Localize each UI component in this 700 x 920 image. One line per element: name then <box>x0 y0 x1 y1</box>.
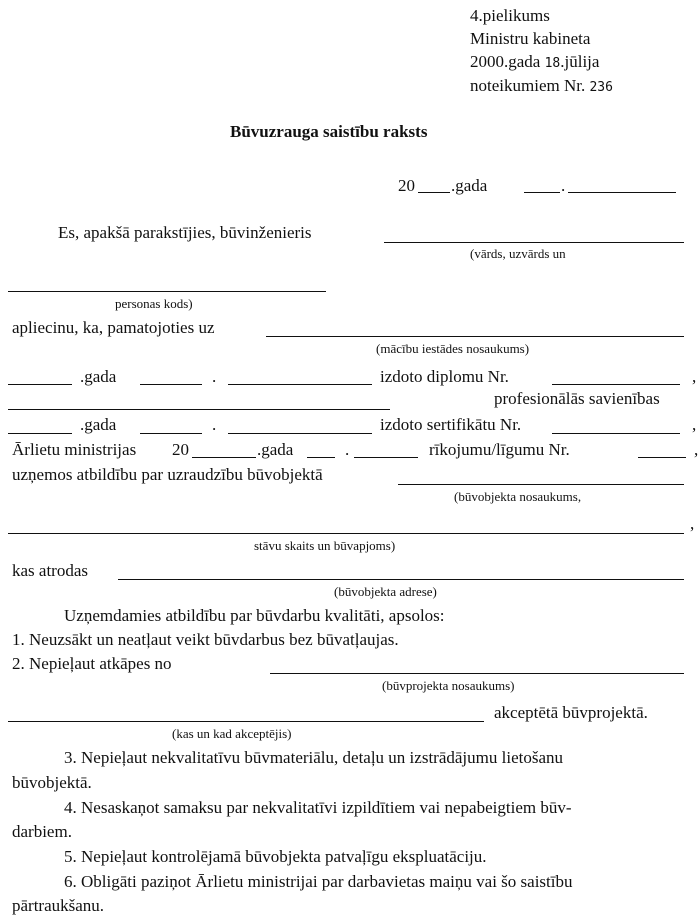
ministry-day-blank[interactable] <box>307 457 335 458</box>
date-dot: . <box>561 176 566 195</box>
diploma-comma: , <box>692 367 697 386</box>
item-4-line-1: 4. Nesaskaņot samaksu par nekvalitatīvi izpildītiem vai nepabeigtiem būv- <box>64 798 572 817</box>
intro-text: Es, apakšā parakstījies, būvinženieris <box>58 223 312 242</box>
personal-code-blank[interactable] <box>8 291 326 292</box>
diploma-number-blank[interactable] <box>552 384 680 385</box>
address-blank[interactable] <box>118 579 684 580</box>
diploma-gada: .gada <box>80 367 117 386</box>
ministry-dot: . <box>345 440 350 459</box>
annex-number: 4.pielikums <box>470 6 550 25</box>
certificate-year-blank[interactable] <box>8 433 72 434</box>
diploma-text: izdoto diplomu Nr. <box>380 367 509 386</box>
certificate-gada: .gada <box>80 415 117 434</box>
diploma-month-blank[interactable] <box>228 384 372 385</box>
union-blank[interactable] <box>8 409 390 410</box>
ministry-text: Ārlietu ministrijas <box>12 440 137 459</box>
floors-comma: , <box>690 514 695 533</box>
item-3-line-1: 3. Nepieļaut nekvalitatīvu būvmateriālu, detaļu un izstrādājumu lietošanu <box>64 748 563 767</box>
ministry-gada: .gada <box>257 440 294 459</box>
date-year-blank[interactable] <box>418 192 450 193</box>
certificate-number-blank[interactable] <box>552 433 680 434</box>
regulation-number-value: 236 <box>589 80 613 95</box>
accepted-text: akceptētā būvprojektā. <box>494 703 648 722</box>
certificate-comma: , <box>692 415 697 434</box>
diploma-dot: . <box>212 367 217 386</box>
hint-object: (būvobjekta nosaukums, <box>454 489 582 504</box>
certificate-day-blank[interactable] <box>140 433 202 434</box>
project-name-blank[interactable] <box>270 673 684 674</box>
hint-personal-code: personas kods) <box>115 296 193 311</box>
diploma-year-blank[interactable] <box>8 384 72 385</box>
item-4-line-2: darbiem. <box>12 822 72 841</box>
ministry-year-prefix: 20 <box>172 440 189 459</box>
certificate-month-blank[interactable] <box>228 433 372 434</box>
hint-project: (būvprojekta nosaukums) <box>382 678 515 693</box>
regulation-number: noteikumiem Nr. 236 <box>470 76 613 95</box>
engineer-name-blank[interactable] <box>384 242 684 243</box>
certify-text: apliecinu, ka, pamatojoties uz <box>12 318 215 337</box>
floors-blank[interactable] <box>8 533 684 534</box>
located-text: kas atrodas <box>12 561 89 580</box>
assume-text: uzņemos atbildību par uzraudzību būvobjektā <box>12 465 323 484</box>
hint-school: (mācību iestādes nosaukums) <box>376 341 530 356</box>
certificate-dot: . <box>212 415 217 434</box>
item-2: 2. Nepieļaut atkāpes no <box>12 654 172 673</box>
item-3-line-2: būvobjektā. <box>12 773 92 792</box>
order-comma: , <box>694 440 699 459</box>
item-6-line-1: 6. Obligāti paziņot Ārlietu ministrijai par darbavietas maiņu vai šo saistību <box>64 872 573 891</box>
date-gada: .gada <box>451 176 488 195</box>
item-1: 1. Neuzsākt un neatļaut veikt būvdarbus bez būvatļaujas. <box>12 630 399 649</box>
promise-text: Uzņemdamies atbildību par būvdarbu kvalitāti, apsolos: <box>64 606 445 625</box>
issuer: Ministru kabineta <box>470 29 591 48</box>
date-day-blank[interactable] <box>524 192 560 193</box>
hint-floors: stāvu skaits un būvapjoms) <box>254 538 396 553</box>
item-6-line-2: pārtraukšanu. <box>12 896 105 915</box>
union-text: profesionālās savienības <box>494 389 660 408</box>
object-name-blank[interactable] <box>398 484 684 485</box>
accepted-by-blank[interactable] <box>8 721 484 722</box>
document-title: Būvuzrauga saistību raksts <box>230 122 428 141</box>
school-blank[interactable] <box>266 336 684 337</box>
item-5: 5. Nepieļaut kontrolējamā būvobjekta patvaļīgu ekspluatāciju. <box>64 847 487 866</box>
diploma-day-blank[interactable] <box>140 384 202 385</box>
ministry-month-blank[interactable] <box>354 457 418 458</box>
regulation-day: 18 <box>544 56 561 71</box>
order-number-blank[interactable] <box>638 457 686 458</box>
date-year-prefix: 20 <box>398 176 415 195</box>
date-month-blank[interactable] <box>568 192 676 193</box>
order-text: rīkojumu/līgumu Nr. <box>429 440 570 459</box>
hint-address: (būvobjekta adrese) <box>334 584 437 599</box>
hint-who: (kas un kad akceptējis) <box>172 726 292 741</box>
ministry-year-blank[interactable] <box>192 457 256 458</box>
regulation-date: 2000.gada 18.jūlija <box>470 52 600 71</box>
hint-name: (vārds, uzvārds un <box>470 246 566 261</box>
certificate-text: izdoto sertifikātu Nr. <box>380 415 522 434</box>
